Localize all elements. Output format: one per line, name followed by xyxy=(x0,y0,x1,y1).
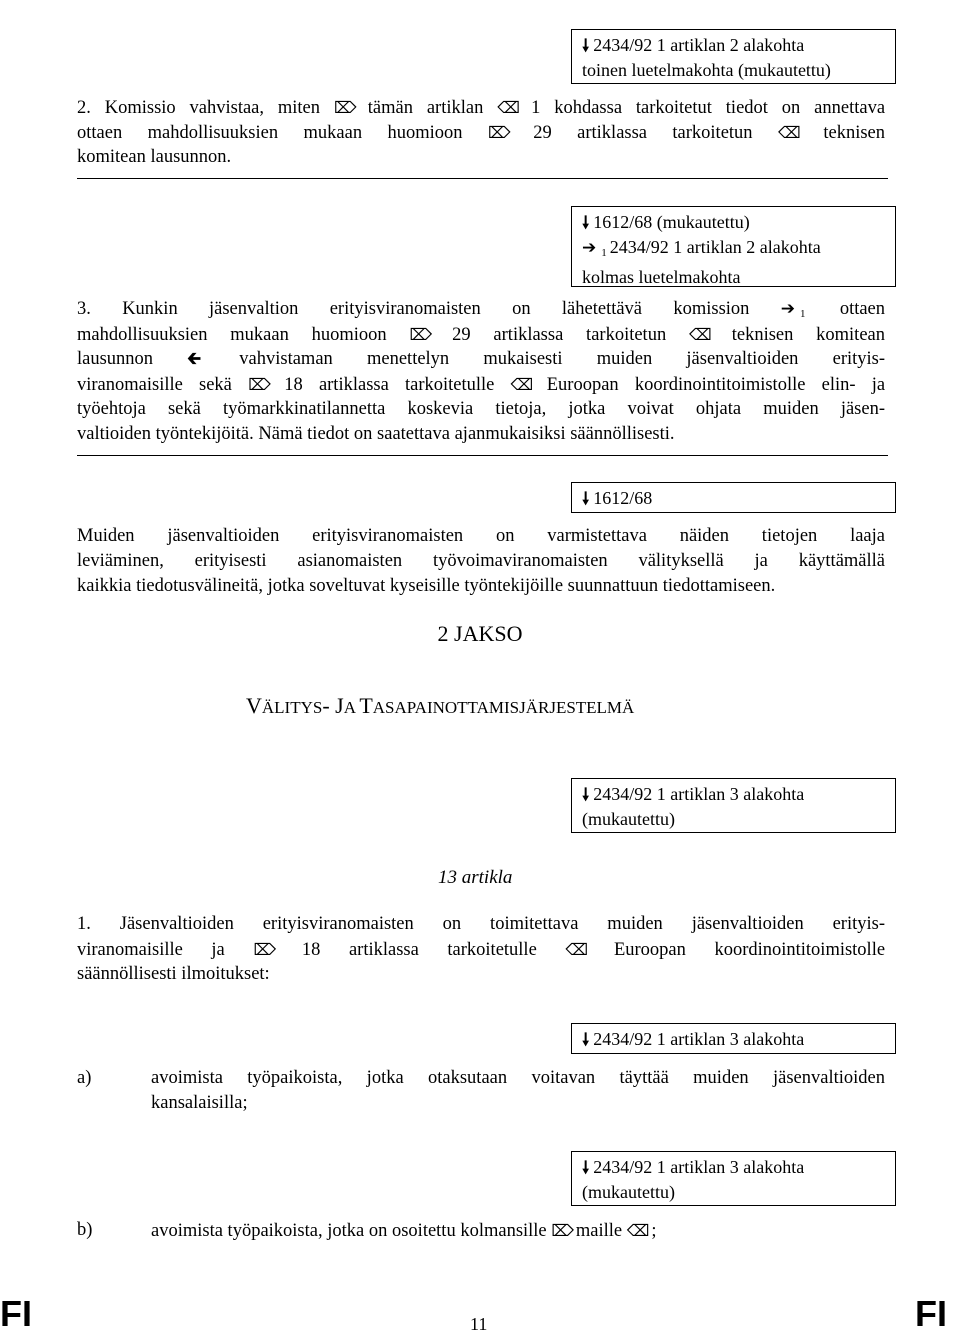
down-arrow-icon: 🠗 xyxy=(582,213,590,233)
language-code-left: FI xyxy=(0,1293,32,1334)
down-arrow-icon: 🠗 xyxy=(582,1030,590,1050)
reference-box: 🠗 2434/92 1 artiklan 3 alakohta (mukautettu) xyxy=(571,778,896,833)
ref-text: 2434/92 1 artiklan 2 alakohta xyxy=(593,35,805,55)
list-item-label: a) xyxy=(77,1068,92,1088)
list-item-text: avoimista työpaikoista, jotka otaksutaan voitavan täyttää muiden jäsenvaltioiden kansalaisilla; xyxy=(151,1068,885,1113)
paragraph-4: Muiden jäsenvaltioiden erityisviranomaisten on varmistettava näiden tietojen laaja leviäminen, erityisesti asianomaisten työvoimaviranomaisten välityksellä ja käyttämällä kaikkia tiedotusvälineitä, jotka soveltuvat kyseisille työntekijöille suunnattuun tiedottamiseen. xyxy=(77,526,885,596)
insert-start-icon: ⌦ xyxy=(253,940,276,959)
right-arrow-icon: ➔ xyxy=(780,299,795,319)
down-arrow-icon: 🠗 xyxy=(582,36,590,56)
list-item-text: avoimista työpaikoista, jotka on osoitettu kolmansille ⌦ maille ⌫ ; xyxy=(151,1218,657,1244)
page-number: 11 xyxy=(470,1314,488,1334)
section-heading: 2 JAKSO xyxy=(437,621,523,646)
insert-end-icon: ⌫ xyxy=(497,98,520,117)
insert-end-icon: ⌫ xyxy=(565,940,588,959)
insert-end-icon: ⌫ xyxy=(510,375,534,394)
list-item-label: b) xyxy=(77,1220,93,1240)
article-heading: 13 artikla xyxy=(438,867,513,888)
insert-end-icon: ⌫ xyxy=(688,325,712,344)
insert-start-icon: ⌦ xyxy=(487,123,511,142)
reference-box: 🠗 1612/68 xyxy=(571,482,896,513)
down-arrow-icon: 🠗 xyxy=(582,1158,590,1178)
insert-start-icon: ⌦ xyxy=(551,1221,574,1240)
reference-box xyxy=(571,29,896,84)
paragraph-5: 1. Jäsenvaltioiden erityisviranomaisten on toimitettava muiden jäsenvaltioiden erityis- viranomaisille ja ⌦ 18 artiklassa tarkoitetulle ⌫ Euroopan koordinointitoimistolle säännöllisesti ilmoitukset: xyxy=(77,914,886,984)
reference-box: 🠗 1612/68 (mukautettu) ➔ $_1$ 2434/92 1 artiklan 2 alakohta kolmas luetelmakohta xyxy=(571,206,896,287)
paragraph-2: 2. Komissio vahvistaa, miten ⌦ tämän artiklan ⌫ 1 kohdassa tarkoitetut tiedot on annettava ottaen mahdollisuuksien mukaan huomioon ⌦ 29 artiklassa tarkoitetun ⌫ teknisen komitean lausunnon. xyxy=(77,95,885,170)
language-code-right: FI xyxy=(915,1293,947,1334)
insert-start-icon: ⌦ xyxy=(333,98,357,117)
insert-end-icon: ⌫ xyxy=(626,1221,650,1240)
insert-start-icon: ⌦ xyxy=(409,325,433,344)
right-arrow-icon: ➔ xyxy=(582,238,597,258)
insert-start-icon: ⌦ xyxy=(248,375,271,394)
divider xyxy=(77,455,888,456)
insert-end-icon: ⌫ xyxy=(777,123,801,142)
paragraph-3: 3. Kunkin jäsenvaltion erityisviranomaisten on lähetettävä komission ➔ $_1$ ottaen mahdollisuuksien mukaan huomioon ⌦ 29 artiklassa tarkoitetun ⌫ teknisen komitean lausunnon 🡰 vahvistaman menettelyn mukaisesti muiden jäsenvaltioiden erityis- viranomaisille sekä ⌦ 18 artiklassa tarkoitetulle ⌫ Euroopan koordinointitoimistolle elin- ja työehtoja sekä työmarkkinatilannetta koskevia tietoja, jotka voivat ohjata muiden jäsen- valtioiden työntekijöitä. Nämä tiedot on saatettava ajanmukaisiksi säännöllisesti. xyxy=(77,299,886,444)
reference-box: 🠗 2434/92 1 artiklan 3 alakohta xyxy=(571,1023,896,1054)
left-arrow-icon: 🡰 xyxy=(187,349,202,369)
down-arrow-icon: 🠗 xyxy=(582,785,590,805)
divider xyxy=(77,178,888,179)
ref-text: toinen luetelmakohta (mukautettu) xyxy=(582,60,831,80)
reference-box: 🠗 2434/92 1 artiklan 3 alakohta (mukautettu) xyxy=(571,1151,896,1206)
down-arrow-icon: 🠗 xyxy=(582,489,590,509)
section-title: VÄLITYS- JA TASAPAINOTTAMISJÄRJESTELMÄ xyxy=(246,693,635,718)
